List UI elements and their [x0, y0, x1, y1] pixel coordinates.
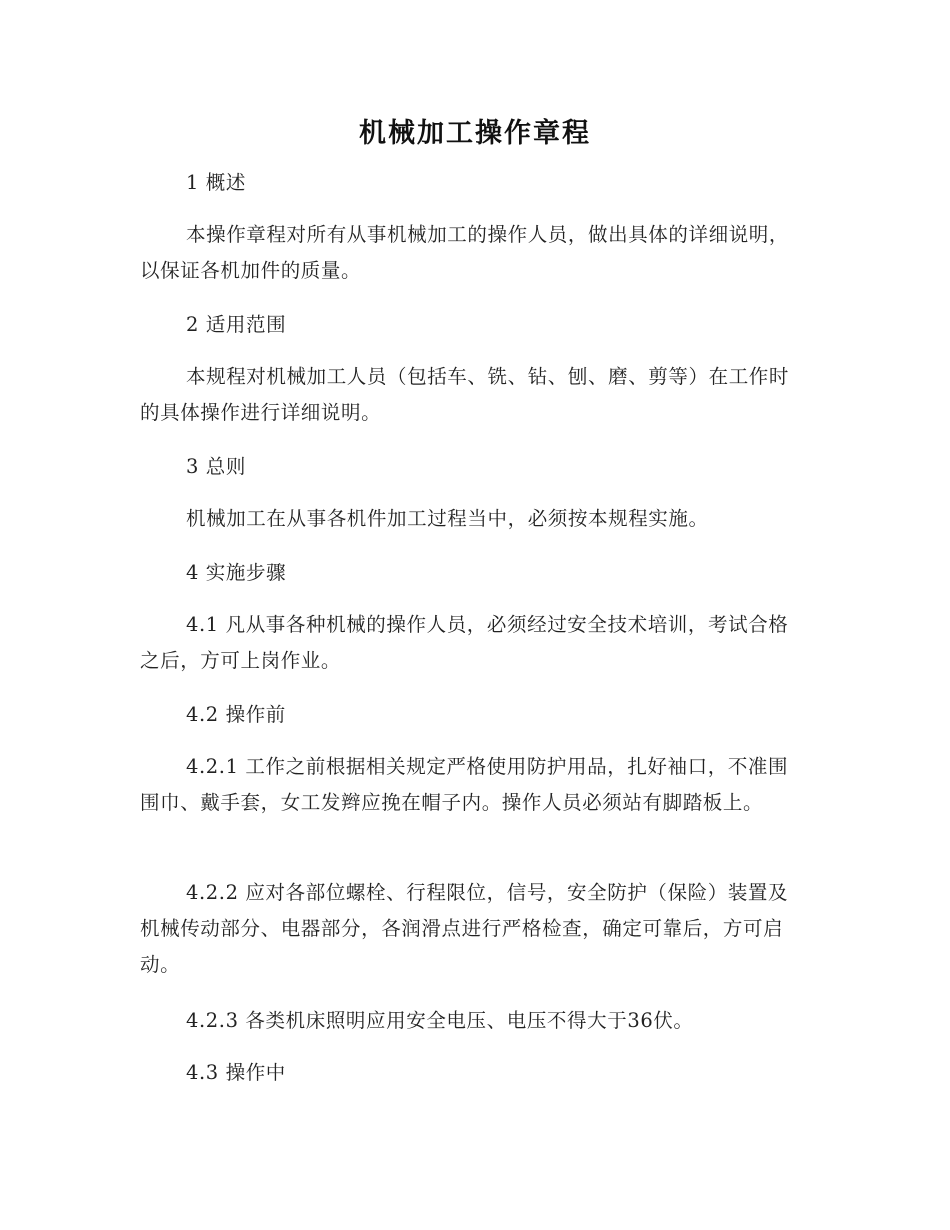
section-heading-overview: 1 概述	[186, 171, 247, 194]
paragraph-step-4-1: 4.1 凡从事各种机械的操作人员，必须经过安全技术培训，考试合格之后，方可上岗作业。	[140, 613, 789, 672]
paragraph-step-4-2-1: 4.2.1 工作之前根据相关规定严格使用防护用品，扎好袖口，不准围围巾、戴手套，女工发辫应挽在帽子内。操作人员必须站有脚踏板上。	[140, 755, 789, 814]
paragraph-overview: 本操作章程对所有从事机械加工的操作人员，做出具体的详细说明，以保证各机加件的质量。	[140, 223, 790, 282]
subsection-heading-before-operation: 4.2 操作前	[186, 703, 286, 726]
section-heading-scope: 2 适用范围	[186, 313, 287, 336]
subsection-heading-during-operation: 4.3 操作中	[186, 1061, 286, 1084]
paragraph-general: 机械加工在从事各机件加工过程当中，必须按本规程实施。	[186, 507, 709, 530]
paragraph-step-4-2-3: 4.2.3 各类机床照明应用安全电压、电压不得大于36伏。	[186, 1009, 694, 1032]
paragraph-scope: 本规程对机械加工人员（包括车、铣、钻、刨、磨、剪等）在工作时的具体操作进行详细说明。	[140, 365, 790, 424]
paragraph-step-4-2-2: 4.2.2 应对各部位螺栓、行程限位，信号，安全防护（保险）装置及机械传动部分、电器部分，各润滑点进行严格检查，确定可靠后，方可启动。	[140, 881, 789, 976]
section-heading-steps: 4 实施步骤	[186, 561, 287, 584]
section-heading-general: 3 总则	[186, 455, 247, 478]
document-title: 机械加工操作章程	[359, 118, 591, 149]
